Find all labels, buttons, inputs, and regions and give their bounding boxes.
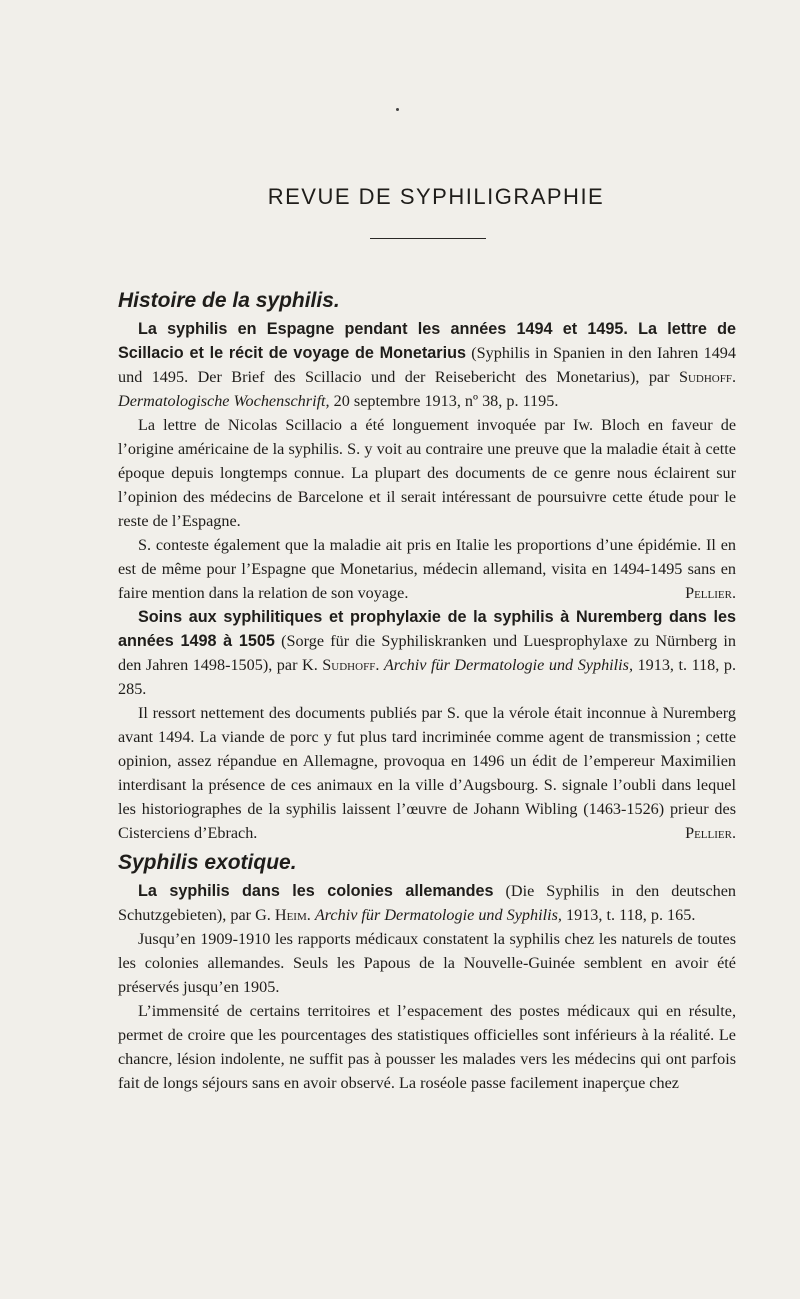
author-name: Heim [274,906,307,924]
paragraph-text: S. conteste également que la maladie ait pris en Italie les proportions d’une épidémie. Il en est de même pour l’Espagne que Monetarius, médecin allemand, visita en 1494-1495 sans en faire mention dans la relation de son voyage. [118,536,736,602]
ref-sep: . [375,656,384,674]
ref-sep: . [731,368,736,386]
entry-reference [118,317,736,413]
ref-details: 1913, t. 118, p. 285. [118,656,736,698]
journal-name: Archiv für Dermatologie und Syphilis, [314,906,562,924]
title-rule [370,238,486,239]
entry-reference [118,605,736,701]
entry-title: La syphilis en Espagne pendant les années 1494 et 1495. La lettre de Scillacio et le récit de voyage de Monetarius [118,320,736,362]
ref-text: (Sorge für die Syphiliskranken und Luesprophylaxe zu Nürnberg in den Jahren 1498-1505), par K. [118,632,736,674]
journal-name: Archiv für Dermatologie und Syphilis, [383,656,633,674]
section-heading: Syphilis exotique. [118,851,297,874]
body-paragraph: Jusqu’en 1909-1910 les rapports médicaux constatent la syphilis chez les naturels de toutes les colonies allemandes. Seuls les Papous de la Nouvelle-Guinée semblent en avoir été préservés jusqu’en 1905. [118,930,736,996]
body-paragraph [118,701,736,845]
ref-sep: . [306,906,315,924]
author-name: Sudhoff [322,656,376,674]
entry-reference [118,879,736,927]
section-heading: Histoire de la syphilis. [118,289,340,312]
signature: Pellier. [685,824,736,842]
body-paragraph: L’immensité de certains territoires et l’espacement des postes médicaux qui en résulte, permet de croire que les pourcentages des statistiques officielles sont inférieurs à la réalité. Le chancre, lésion indolente, ne suffit pas à pousser les malades vers les médecins qui ont parfois fait de longs séjours sans en avoir observé. La roséole passe facilement inaperçue chez [118,1002,736,1092]
page-title: REVUE DE SYPHILIGRAPHIE [267,184,605,209]
author-name: Sudhoff [678,368,732,386]
ref-text: (Die Syphilis in den deutschen Schutzgebieten), par G. [118,882,736,924]
page [118,180,736,1095]
body-paragraph: La lettre de Nicolas Scillacio a été longuement invoquée par Iw. Bloch en faveur de l’origine américaine de la syphilis. S. y voit au contraire une preuve que la maladie était à cette époque depuis longtemps connue. La plupart des documents de ce genre nous éclairent sur l’opinion des médecins de Barcelone et il serait intéressant de poursuivre cette étude pour le reste de l’Espagne. [118,416,736,530]
paragraph-text: Il ressort nettement des documents publiés par S. que la vérole était inconnue à Nuremberg avant 1494. La viande de porc y fut plus tard incriminée comme agent de transmission ; cette opinion, assez répandue en Allemagne, provoqua en 1496 un édit de l’empereur Maximilien interdisant la présence de ces animaux en la ville d’Augsbourg. S. signale l’oubli dans lequel les historiographes de la syphilis laissent l’œuvre de Johann Wibling (1463-1526) prieur des Cisterciens d’Ebrach. [118,704,736,842]
body-paragraph [118,533,736,605]
entry-title: La syphilis dans les colonies allemandes [138,882,494,900]
journal-name: Dermatologische Wochenschrift, [118,392,330,410]
entry-title: Soins aux syphilitiques et prophylaxie de la syphilis à Nuremberg dans les années 1498 à 1505 [118,608,736,650]
ref-details: 1913, t. 118, p. 165. [561,906,696,924]
ref-details: 20 septembre 1913, nº 38, p. 1195. [329,392,559,410]
page-mark [396,108,399,111]
signature: Pellier. [685,584,736,602]
ref-text: (Syphilis in Spanien in den Iahren 1494 und 1495. Der Brief des Scillacio und der Reisebericht des Monetarius), par [118,344,736,386]
